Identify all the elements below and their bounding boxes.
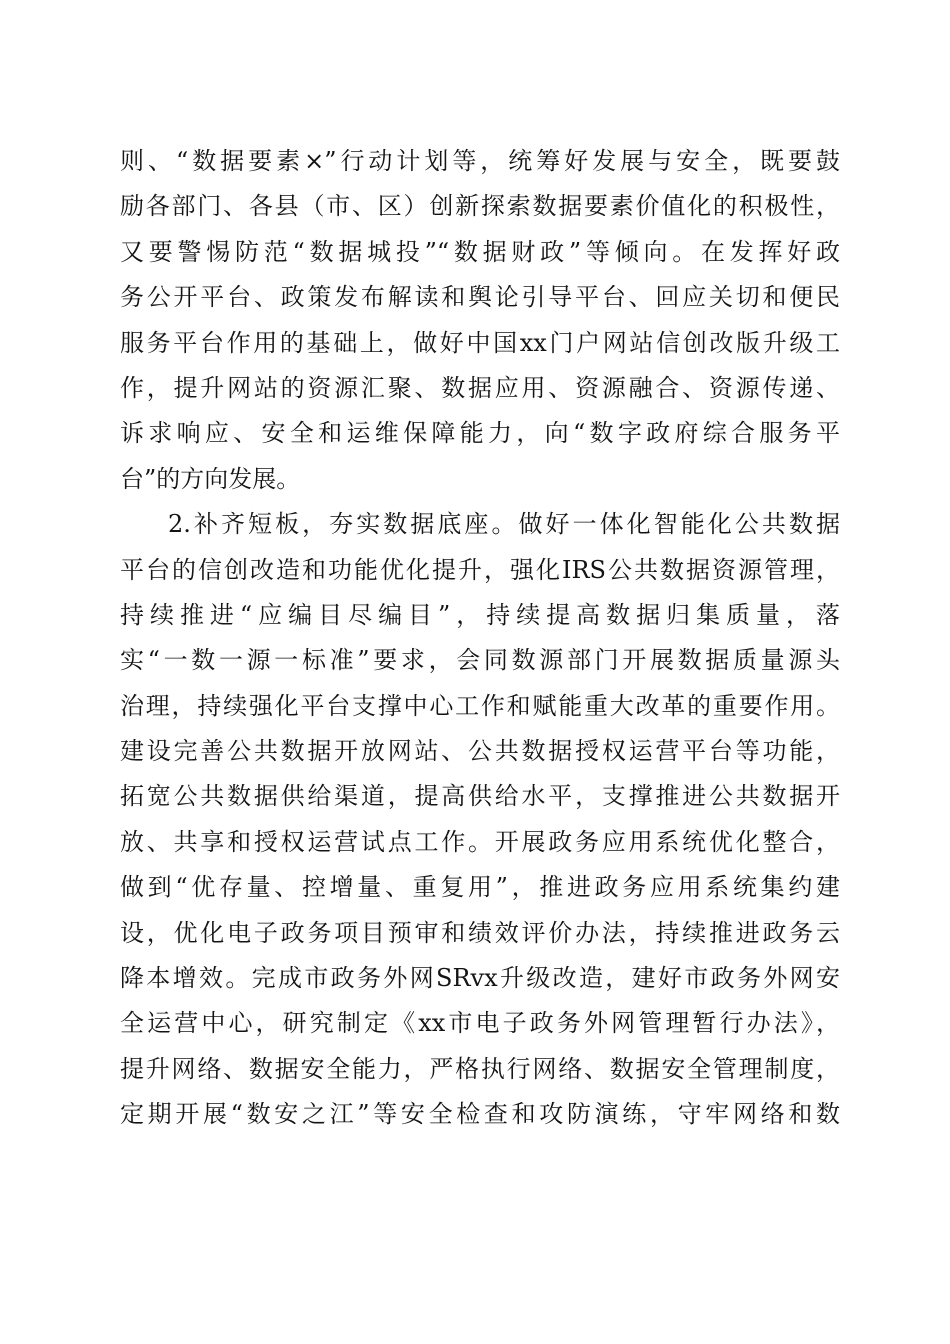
text-line: 全运营中心，研究制定《xx市电子政务外网管理暂行办法》， xyxy=(120,1009,840,1038)
body-text xyxy=(120,139,840,1138)
text-line: 降本增效。完成市政务外网SRvx升级改造，建好市政务外网安 xyxy=(120,964,840,993)
text-line: 定期开展“数安之江”等安全检查和攻防演练，守牢网络和数 xyxy=(120,1100,840,1129)
text-line: 又要警惕防范“数据城投”“数据财政”等倾向。在发挥好政 xyxy=(120,237,840,266)
text-line: 持续推进“应编目尽编目”，持续提高数据归集质量，落 xyxy=(120,600,840,629)
section-heading-line: 2.补齐短板，夯实数据底座。做好一体化智能化公共数据 xyxy=(168,510,840,539)
text-line: 设，优化电子政务项目预审和绩效评价办法，持续推进政务云 xyxy=(120,918,840,947)
text-line: 台”的方向发展。 xyxy=(120,464,301,493)
text-line: 务公开平台、政策发布解读和舆论引导平台、回应关切和便民 xyxy=(120,283,840,312)
text-line: 作，提升网站的资源汇聚、数据应用、资源融合、资源传递、 xyxy=(120,373,840,402)
text-line: 则、“数据要素×”行动计划等，统筹好发展与安全，既要鼓 xyxy=(120,147,840,175)
text-line: 提升网络、数据安全能力，严格执行网络、数据安全管理制度， xyxy=(120,1054,840,1083)
text-line: 励各部门、各县（市、区）创新探索数据要素价值化的积极性， xyxy=(120,192,840,221)
text-line: 诉求响应、安全和运维保障能力，向“数字政府综合服务平 xyxy=(120,419,840,448)
text-line: 建设完善公共数据开放网站、公共数据授权运营平台等功能， xyxy=(120,737,840,766)
text-line: 实“一数一源一标准”要求，会同数源部门开展数据质量源头 xyxy=(120,646,840,675)
text-line: 服务平台作用的基础上，做好中国xx门户网站信创改版升级工 xyxy=(120,328,840,357)
text-line: 做到“优存量、控增量、重复用”，推进政务应用系统集约建 xyxy=(120,873,840,902)
text-line: 拓宽公共数据供给渠道，提高供给水平，支撑推进公共数据开 xyxy=(120,782,840,811)
text-line: 放、共享和授权运营试点工作。开展政务应用系统优化整合， xyxy=(120,827,840,856)
text-line: 平台的信创改造和功能优化提升，强化IRS公共数据资源管理， xyxy=(120,555,840,584)
text-line: 治理，持续强化平台支撑中心工作和赋能重大改革的重要作用。 xyxy=(120,691,840,720)
